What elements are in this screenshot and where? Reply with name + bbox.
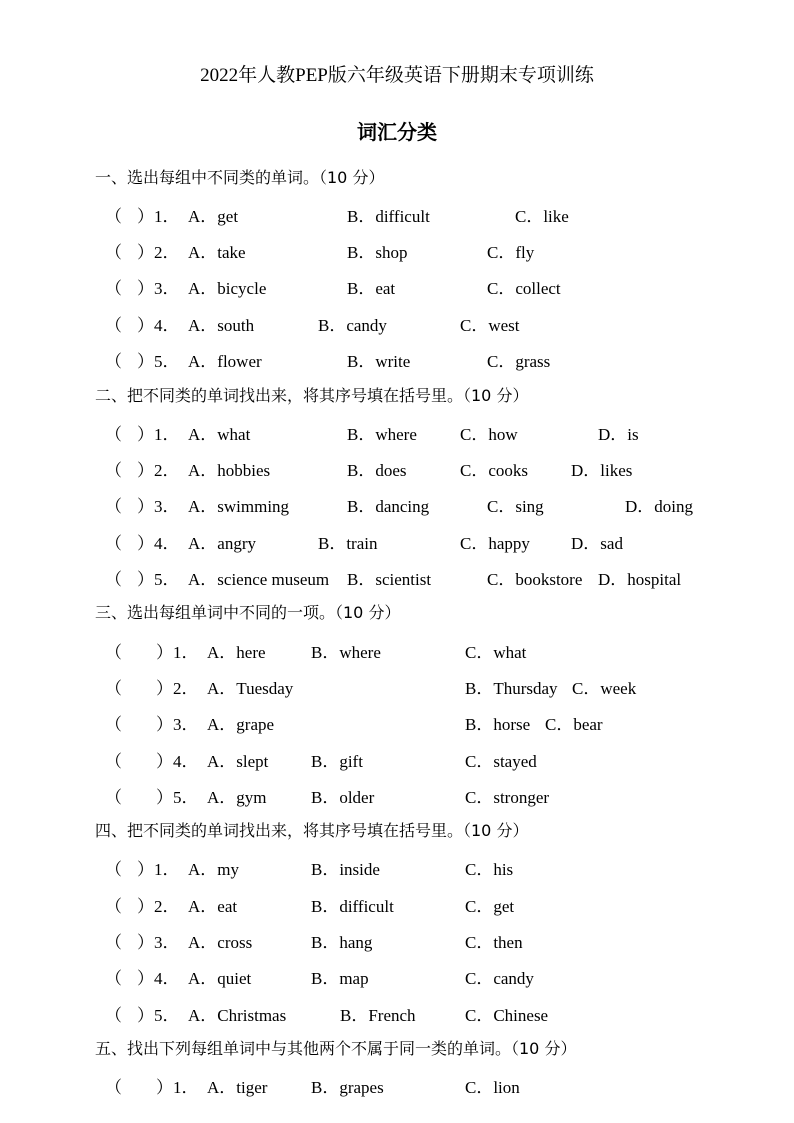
- section-heading: 四、把不同类的单词找出来，将其序号填在括号里。（10 分）: [95, 821, 529, 840]
- option-c: C．stayed: [465, 752, 537, 771]
- question-row: [0, 638, 794, 660]
- option-b: B．older: [311, 788, 375, 807]
- answer-blank-open-paren[interactable]: （: [105, 497, 122, 516]
- option-c: C．like: [515, 207, 569, 226]
- question-row: [0, 311, 794, 333]
- option-c: C．week: [572, 679, 637, 698]
- option-c: C．bookstore: [487, 570, 583, 589]
- option-a: A．bicycle: [188, 279, 267, 298]
- option-b: B．French: [340, 1006, 416, 1025]
- question-number: ）1．: [156, 1078, 199, 1097]
- option-a: A．here: [207, 643, 266, 662]
- question-number: ）3．: [137, 279, 180, 298]
- answer-blank-open-paren[interactable]: （: [105, 243, 122, 262]
- option-b: B．dancing: [347, 497, 430, 516]
- option-c: C．grass: [487, 352, 551, 371]
- answer-blank-open-paren[interactable]: （: [105, 425, 122, 444]
- option-b: B．write: [347, 352, 411, 371]
- question-number: ）1．: [137, 860, 180, 879]
- option-c: C．his: [465, 860, 514, 879]
- option-a: A．take: [188, 243, 246, 262]
- option-a: A．slept: [207, 752, 269, 771]
- option-b: B．horse: [465, 715, 531, 734]
- option-a: A．eat: [188, 897, 238, 916]
- option-a: A．flower: [188, 352, 262, 371]
- option-c: C．sing: [487, 497, 544, 516]
- answer-blank-open-paren[interactable]: （: [105, 969, 122, 988]
- option-a: A．get: [188, 207, 239, 226]
- option-a: A．science museum: [188, 570, 330, 589]
- question-row: [0, 456, 794, 478]
- answer-blank-open-paren[interactable]: （: [105, 1006, 122, 1025]
- question-number: ）2．: [156, 679, 199, 698]
- option-b: B．where: [311, 643, 381, 662]
- option-b: B．gift: [311, 752, 363, 771]
- option-a: A．grape: [207, 715, 275, 734]
- answer-blank-open-paren[interactable]: （: [105, 788, 122, 807]
- question-number: ）5．: [156, 788, 199, 807]
- question-number: ）3．: [137, 933, 180, 952]
- option-c: C．Chinese: [465, 1006, 549, 1025]
- answer-blank-open-paren[interactable]: （: [105, 752, 122, 771]
- option-a: A．tiger: [207, 1078, 268, 1097]
- answer-blank-open-paren[interactable]: （: [105, 679, 122, 698]
- option-c: C．west: [460, 316, 520, 335]
- answer-blank-open-paren[interactable]: （: [105, 1078, 122, 1097]
- answer-blank-open-paren[interactable]: （: [105, 207, 122, 226]
- question-number: ）2．: [137, 897, 180, 916]
- question-row: [0, 529, 794, 551]
- option-b: B．hang: [311, 933, 373, 952]
- question-row: [0, 783, 794, 805]
- answer-blank-open-paren[interactable]: （: [105, 643, 122, 662]
- answer-blank-open-paren[interactable]: （: [105, 715, 122, 734]
- option-b: B．difficult: [347, 207, 430, 226]
- question-number: ）5．: [137, 1006, 180, 1025]
- option-a: A．Tuesday: [207, 679, 294, 698]
- question-row: [0, 202, 794, 224]
- option-a: A．south: [188, 316, 255, 335]
- option-c: C．candy: [465, 969, 534, 988]
- answer-blank-open-paren[interactable]: （: [105, 316, 122, 335]
- question-number: ）4．: [156, 752, 199, 771]
- question-number: ）1．: [137, 425, 180, 444]
- question-row: [0, 855, 794, 877]
- option-b: B．eat: [347, 279, 396, 298]
- option-a: A．swimming: [188, 497, 290, 516]
- option-b: B．inside: [311, 860, 380, 879]
- option-a: A．cross: [188, 933, 253, 952]
- question-row: [0, 710, 794, 732]
- option-a: A．my: [188, 860, 239, 879]
- section-heading: 三、选出每组单词中不同的一项。（10 分）: [95, 603, 401, 622]
- question-row: [0, 1001, 794, 1023]
- answer-blank-open-paren[interactable]: （: [105, 279, 122, 298]
- option-d: D．is: [598, 425, 639, 444]
- section-heading: 一、选出每组中不同类的单词。（10 分）: [95, 168, 385, 187]
- question-number: ）5．: [137, 570, 180, 589]
- section-heading: 二、把不同类的单词找出来，将其序号填在括号里。（10 分）: [95, 386, 529, 405]
- option-b: B．does: [347, 461, 407, 480]
- option-c: C．lion: [465, 1078, 520, 1097]
- question-number: ）4．: [137, 316, 180, 335]
- question-row: [0, 347, 794, 369]
- answer-blank-open-paren[interactable]: （: [105, 534, 122, 553]
- option-c: C．happy: [460, 534, 530, 553]
- option-d: D．likes: [571, 461, 633, 480]
- question-number: ）3．: [156, 715, 199, 734]
- option-d: D．doing: [625, 497, 693, 516]
- answer-blank-open-paren[interactable]: （: [105, 352, 122, 371]
- question-row: [0, 747, 794, 769]
- option-b: B．map: [311, 969, 369, 988]
- option-c: C．collect: [487, 279, 561, 298]
- option-d: D．hospital: [598, 570, 682, 589]
- option-b: B．Thursday: [465, 679, 558, 698]
- page-subtitle: 词汇分类: [357, 120, 437, 144]
- question-row: [0, 928, 794, 950]
- answer-blank-open-paren[interactable]: （: [105, 570, 122, 589]
- option-b: B．train: [318, 534, 378, 553]
- option-d: D．sad: [571, 534, 623, 553]
- option-c: C．stronger: [465, 788, 550, 807]
- answer-blank-open-paren[interactable]: （: [105, 933, 122, 952]
- option-c: C．get: [465, 897, 515, 916]
- question-number: ）2．: [137, 461, 180, 480]
- answer-blank-open-paren[interactable]: （: [105, 461, 122, 480]
- question-row: [0, 420, 794, 442]
- question-row: [0, 892, 794, 914]
- option-c: C．cooks: [460, 461, 528, 480]
- question-row: [0, 1073, 794, 1095]
- option-a: A．Christmas: [188, 1006, 287, 1025]
- option-a: A．quiet: [188, 969, 252, 988]
- question-number: ）1．: [156, 643, 199, 662]
- question-row: [0, 964, 794, 986]
- question-row: [0, 274, 794, 296]
- question-number: ）3．: [137, 497, 180, 516]
- question-row: [0, 238, 794, 260]
- option-a: A．what: [188, 425, 251, 444]
- option-c: C．how: [460, 425, 518, 444]
- option-b: B．difficult: [311, 897, 394, 916]
- option-b: B．scientist: [347, 570, 432, 589]
- section-heading: 五、找出下列每组单词中与其他两个不属于同一类的单词。（10 分）: [95, 1039, 577, 1058]
- question-number: ）1．: [137, 207, 180, 226]
- answer-blank-open-paren[interactable]: （: [105, 897, 122, 916]
- page-title: 2022年人教PEP版六年级英语下册期末专项训练: [200, 65, 594, 86]
- question-number: ）2．: [137, 243, 180, 262]
- option-c: C．bear: [545, 715, 603, 734]
- option-b: B．grapes: [311, 1078, 384, 1097]
- option-c: C．what: [465, 643, 527, 662]
- option-a: A．angry: [188, 534, 256, 553]
- option-b: B．shop: [347, 243, 408, 262]
- question-number: ）5．: [137, 352, 180, 371]
- question-row: [0, 492, 794, 514]
- option-a: A．gym: [207, 788, 267, 807]
- question-row: [0, 674, 794, 696]
- option-c: C．then: [465, 933, 523, 952]
- option-b: B．where: [347, 425, 417, 444]
- question-number: ）4．: [137, 969, 180, 988]
- option-c: C．fly: [487, 243, 535, 262]
- question-row: [0, 565, 794, 587]
- question-number: ）4．: [137, 534, 180, 553]
- option-a: A．hobbies: [188, 461, 271, 480]
- answer-blank-open-paren[interactable]: （: [105, 860, 122, 879]
- option-b: B．candy: [318, 316, 387, 335]
